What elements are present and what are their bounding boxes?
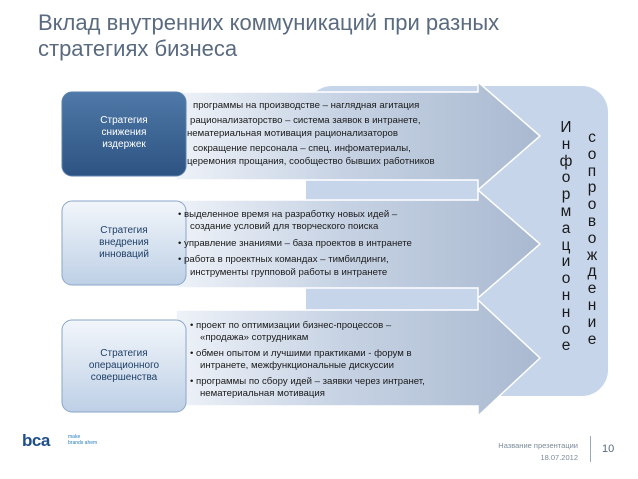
- list-item: программы на производстве – наглядная агитация: [193, 100, 420, 111]
- list-item: рационализаторство – система заявок в интранете,: [190, 115, 421, 127]
- vertical-letter: о: [561, 169, 571, 187]
- vertical-letter: и: [561, 253, 571, 271]
- list-item: • работа в проектных командах – тимбилдинги,: [178, 254, 389, 266]
- strategy-label-line: операционного: [88, 360, 160, 371]
- logo-tagline: [68, 434, 97, 446]
- list-item: • программы по сбору идей – заявки через интранет,: [190, 375, 425, 387]
- strategy-items-1: [187, 100, 435, 168]
- vertical-label-support: [584, 130, 600, 348]
- vertical-letter: ж: [586, 246, 598, 264]
- list-item: инструменты групповой работы в интранете: [190, 266, 388, 278]
- vertical-letter: н: [561, 303, 571, 321]
- strategy-label-1: [70, 115, 178, 151]
- strategy-label-line: внедрения: [99, 237, 149, 248]
- list-item: • выделенное время на разработку новых идей –: [178, 209, 398, 220]
- list-item: нематериальная мотивация рационализаторов: [187, 127, 398, 139]
- strategy-label-line: совершенства: [90, 372, 158, 383]
- list-item: • обмен опытом и лучшими практиками - форум в: [190, 347, 412, 359]
- vertical-letter: е: [561, 337, 571, 355]
- vertical-letter: п: [587, 162, 597, 180]
- list-item: нематериальная мотивация: [200, 388, 325, 400]
- list-item: церемония прощания, сообщество бывших работников: [187, 155, 435, 167]
- vertical-letter: о: [587, 196, 597, 214]
- footer-divider: [590, 436, 591, 462]
- vertical-label-informational: [558, 120, 574, 355]
- vertical-letter: о: [587, 145, 597, 163]
- logo-tagline-line: make: [68, 434, 81, 440]
- list-item: • проект по оптимизации бизнес-процессов –: [190, 320, 392, 331]
- list-item: «продажа» сотрудникам: [200, 332, 309, 344]
- strategy-label-line: инноваций: [99, 249, 149, 260]
- logo-tagline-line: brands ahem: [68, 440, 98, 446]
- vertical-letter: а: [561, 219, 571, 237]
- vertical-letter: И: [560, 119, 572, 136]
- presentation-name: Название презентации: [498, 441, 578, 450]
- list-item: • управление знаниями – база проектов в интранете: [178, 237, 412, 249]
- vertical-letter: р: [587, 179, 597, 197]
- vertical-letter: р: [561, 186, 571, 204]
- vertical-letter: м: [560, 202, 572, 220]
- list-item: сокращение персонала – спец. инфоматериалы,: [193, 143, 411, 155]
- strategy-label-3: [70, 348, 178, 384]
- vertical-letter: н: [561, 286, 571, 304]
- vertical-letter: о: [587, 229, 597, 247]
- vertical-letter: д: [587, 263, 597, 281]
- list-item: интранете, межфункциональные дискуссии: [200, 360, 394, 372]
- vertical-letter: н: [587, 296, 597, 314]
- presentation-date: 18.07.2012: [540, 453, 578, 462]
- vertical-letter: и: [587, 313, 597, 331]
- strategy-label-line: снижения: [101, 127, 147, 138]
- vertical-letter: н: [561, 135, 571, 153]
- strategy-items-2: [178, 209, 412, 279]
- vertical-letter: ц: [561, 236, 571, 254]
- vertical-letter: е: [587, 280, 597, 298]
- company-logo: bca: [22, 431, 50, 450]
- footer-info: [498, 440, 578, 464]
- vertical-letter: о: [561, 270, 571, 288]
- vertical-letter: е: [587, 330, 597, 348]
- strategy-items-3: [190, 320, 425, 400]
- strategy-label-line: Стратегия: [100, 225, 148, 236]
- vertical-letter: о: [561, 320, 571, 338]
- vertical-letter: в: [587, 212, 597, 230]
- strategy-label-line: издержек: [102, 139, 146, 150]
- vertical-letter: ф: [559, 152, 573, 170]
- strategy-label-2: [70, 225, 178, 261]
- page-number: 10: [602, 443, 615, 455]
- vertical-letter: с: [588, 129, 596, 146]
- list-item: создание условий для творческого поиска: [190, 221, 379, 233]
- strategy-label-line: Стратегия: [100, 348, 148, 359]
- page-title: Вклад внутренних коммуникаций при разных стратегиях бизнеса: [38, 10, 500, 61]
- strategy-label-line: Стратегия: [100, 115, 148, 126]
